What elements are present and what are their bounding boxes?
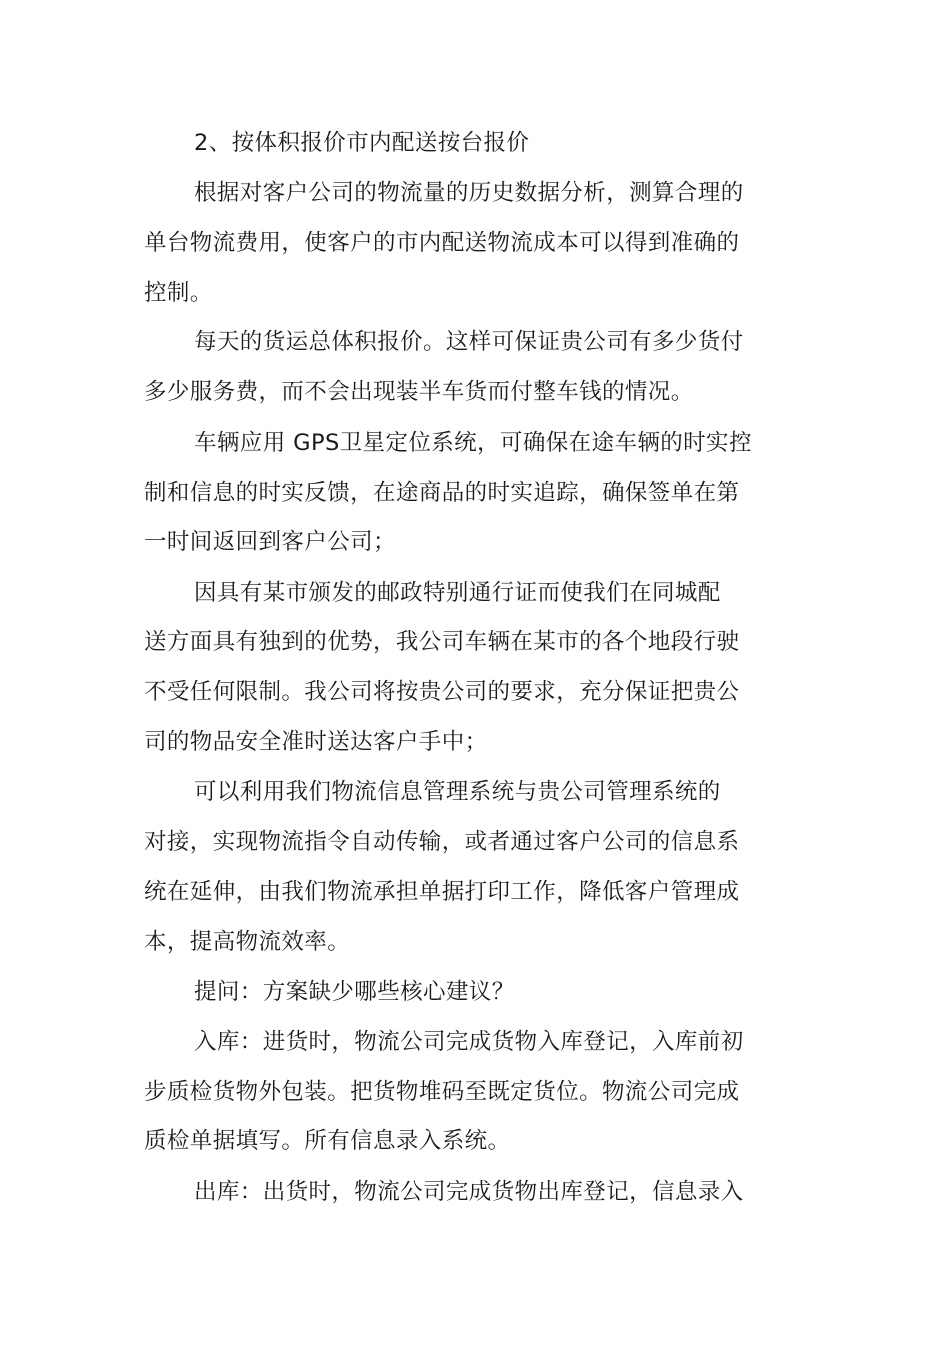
text-line-17: 本，提高物流效率。 <box>144 929 351 955</box>
text-line-3: 单台物流费用，使客户的市内配送物流成本可以得到准确的 <box>144 230 740 256</box>
text-line-2: 根据对客户公司的物流量的历史数据分析，测算合理的 <box>194 180 744 206</box>
text-line-6: 多少服务费，而不会出现装半车货而付整车钱的情况。 <box>144 379 694 405</box>
text-line-20: 步质检货物外包装。把货物堆码至既定货位。物流公司完成 <box>144 1079 740 1105</box>
text-line-15: 对接，实现物流指令自动传输，或者通过客户公司的信息系 <box>144 829 740 855</box>
text-line-7: 车辆应用 GPS卫星定位系统，可确保在途车辆的时实控 <box>194 430 752 456</box>
text-line-13: 司的物品安全准时送达客户手中； <box>144 729 488 755</box>
text-line-1: 2、按体积报价市内配送按台报价 <box>194 130 530 156</box>
text-line-8: 制和信息的时实反馈，在途商品的时实追踪，确保签单在第 <box>144 480 740 506</box>
text-line-10: 因具有某市颁发的邮政特别通行证而使我们在同城配 <box>194 580 721 606</box>
text-line-11: 送方面具有独到的优势，我公司车辆在某市的各个地段行驶 <box>144 629 740 655</box>
text-line-12: 不受任何限制。我公司将按贵公司的要求，充分保证把贵公 <box>144 679 740 705</box>
text-line-18: 提问：方案缺少哪些核心建议？ <box>194 979 515 1005</box>
text-line-9: 一时间返回到客户公司； <box>144 529 396 555</box>
text-line-16: 统在延伸，由我们物流承担单据打印工作，降低客户管理成 <box>144 879 740 905</box>
text-line-22: 出库：出货时，物流公司完成货物出库登记，信息录入 <box>194 1179 744 1205</box>
text-line-19: 入库：进货时，物流公司完成货物入库登记，入库前初 <box>194 1029 744 1055</box>
text-line-4: 控制。 <box>144 280 213 306</box>
text-line-14: 可以利用我们物流信息管理系统与贵公司管理系统的 <box>194 779 721 805</box>
text-line-5: 每天的货运总体积报价。这样可保证贵公司有多少货付 <box>194 329 744 355</box>
text-line-21: 质检单据填写。所有信息录入系统。 <box>144 1128 511 1154</box>
